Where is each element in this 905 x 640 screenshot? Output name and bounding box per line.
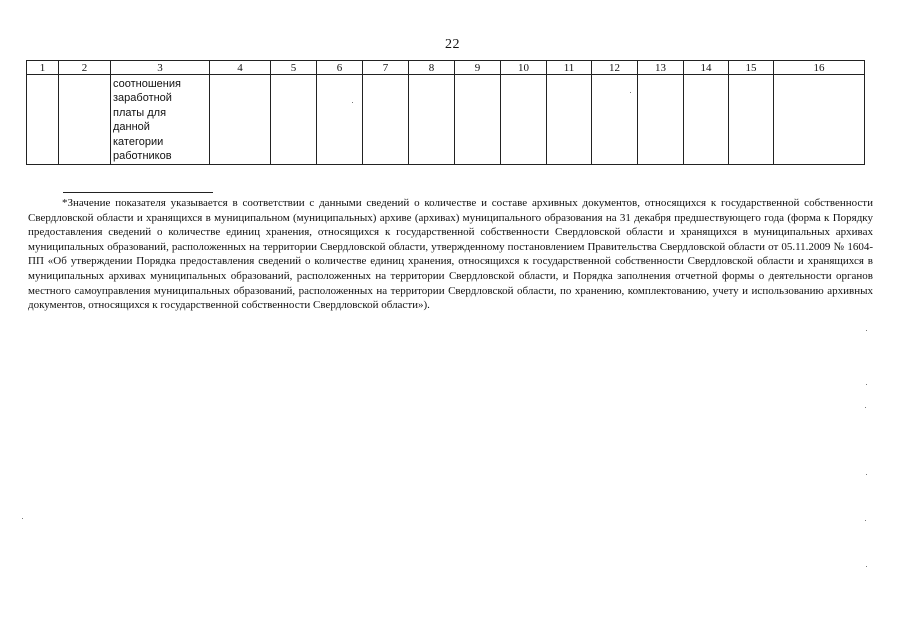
column-header: 11 [547, 61, 592, 75]
scan-speck [865, 407, 866, 408]
column-header: 15 [729, 61, 774, 75]
scan-speck [22, 518, 23, 519]
table-cell [684, 75, 729, 165]
table-cell [592, 75, 638, 165]
cell-text [547, 75, 591, 77]
cell-text [59, 75, 110, 77]
cell-text [363, 75, 408, 77]
column-header: 5 [271, 61, 317, 75]
cell-text [317, 75, 362, 77]
table-cell [317, 75, 363, 165]
column-header: 16 [774, 61, 865, 75]
cell-text [210, 75, 270, 77]
column-header: 8 [409, 61, 455, 75]
scan-speck [630, 92, 631, 93]
table-cell [27, 75, 59, 165]
cell-text [27, 75, 58, 77]
column-header: 4 [210, 61, 271, 75]
scan-speck [866, 566, 867, 567]
table-cell [210, 75, 271, 165]
cell-text [638, 75, 683, 77]
table-cell [111, 75, 210, 165]
scan-speck [866, 474, 867, 475]
table-header-row [27, 61, 865, 75]
table-cell [409, 75, 455, 165]
table-cell [501, 75, 547, 165]
cell-text [455, 75, 500, 77]
table-row [27, 75, 865, 165]
column-header: 3 [111, 61, 210, 75]
cell-text [409, 75, 454, 77]
column-header: 7 [363, 61, 409, 75]
scan-speck [865, 520, 866, 521]
table-cell [547, 75, 592, 165]
data-table [26, 60, 865, 165]
cell-text [271, 75, 316, 77]
column-header: 14 [684, 61, 729, 75]
table-cell [455, 75, 501, 165]
footnote-text: *Значение показателя указывается в соответствии с данными сведений о количестве и составе архивных документов, относящихся к государственной собственности Свердловской области и хранящихся в муниципальном (муниципальных) архиве (архивах) муниципального образования на 31 декабря предшествующего года (форма к Порядку предоставления сведений о количестве единиц хранения, относящихся к государственной собственности Свердловской области и хранящихся в муниципальных архивах муниципальных образований, расположенных на территории Свердловской области, утвержденному постановлением Правительства Свердловской области от 05.11.2009 № 1604-ПП «Об утверждении Порядка предоставления сведений о количестве единиц хранения, относящихся к государственной собственности Свердловской области и хранящихся в муниципальных архивах муниципальных образований, расположенных на территории Свердловской области, и Порядка заполнения отчетной формы о деятельности органов местного самоуправления муниципальных образований, расположенных на территории Свердловской области, по хранению, комплектованию, учету и использованию архивных документов, относящихся к государственной собственности Свердловской области»). [28, 197, 873, 312]
scan-speck [352, 102, 353, 103]
column-header: 12 [592, 61, 638, 75]
column-header: 13 [638, 61, 684, 75]
column-header: 6 [317, 61, 363, 75]
cell-text [501, 75, 546, 77]
cell-text [684, 75, 728, 77]
column-header: 10 [501, 61, 547, 75]
table-cell [271, 75, 317, 165]
cell-text [729, 75, 773, 77]
cell-text [592, 75, 637, 77]
column-header: 2 [59, 61, 111, 75]
page-number: 22 [445, 37, 460, 52]
scan-speck [866, 384, 867, 385]
table-cell [638, 75, 684, 165]
footnote-divider [63, 192, 213, 193]
table-cell [59, 75, 111, 165]
scan-speck [866, 330, 867, 331]
cell-text [774, 75, 864, 77]
table-cell [363, 75, 409, 165]
column-header: 1 [27, 61, 59, 75]
table-cell [774, 75, 865, 165]
cell-text: соотношения заработной платы для данной категории работников [113, 78, 181, 163]
column-header: 9 [455, 61, 501, 75]
table-cell [729, 75, 774, 165]
